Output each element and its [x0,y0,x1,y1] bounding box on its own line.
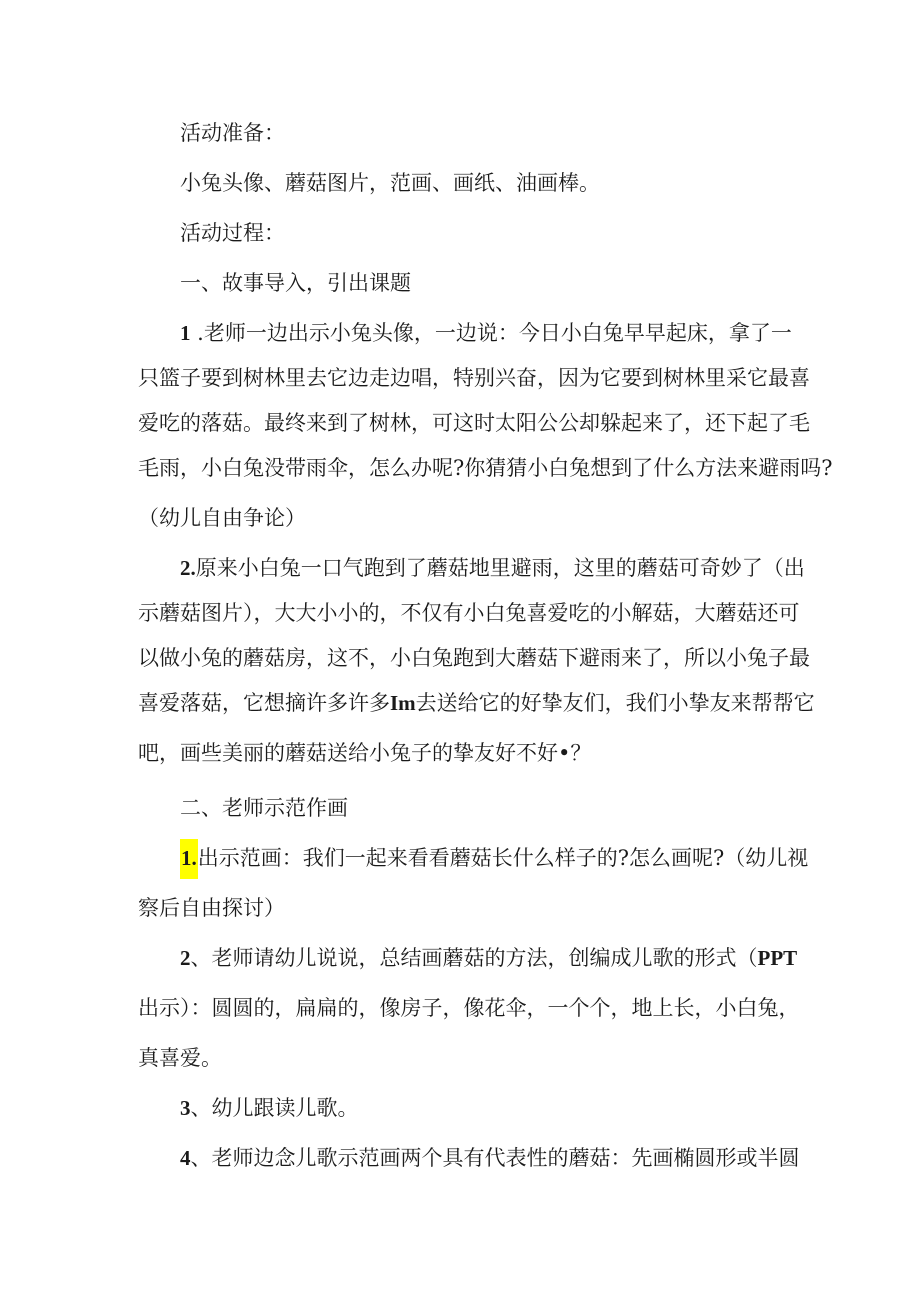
prep-items: 小兔头像、蘑菇图片，范画、画纸、油画棒。 [180,171,600,195]
section-2-item-2-text: 、老师请幼儿说说，总结画蘑菇的方法，创编成儿歌的形式（ [190,946,758,970]
paragraph-2-line-4-end: 去送给它的好挚友们，我们小挚友来帮帮它 [415,691,815,715]
paragraph-1-number: 1 [180,321,191,345]
prep-heading: 活动准备： [180,121,285,145]
paragraph-2-text: 原来小白兔一口气跑到了蘑菇地里避雨，这里的蘑菇可奇妙了（出 [195,556,805,580]
paragraph-2-line-5: 吧，画些美丽的蘑菇送给小兔子的挚友好不好•？ [138,741,592,765]
section-1-title: 一、故事导入，引出课题 [180,271,411,295]
paragraph-2-line-4-start: 喜爱落菇，它想摘许多许多 [138,691,390,715]
section-2-item-1-number-highlighted: 1. [180,839,198,879]
section-2-item-2-ppt: PPT [757,946,798,970]
section-2-title: 二、老师示范作画 [180,796,348,820]
section-2-item-3-text: 、幼儿跟读儿歌。 [190,1096,359,1120]
section-2-item-2-line-1 [180,943,797,973]
paragraph-1-line-2: 只篮子要到树林里去它边走边唱，特别兴奋，因为它要到树林里采它最喜 [138,366,810,390]
section-2-item-1-line-1 [180,843,808,873]
paragraph-2-line-4 [138,688,815,718]
section-2-item-2-line-3: 真喜爱。 [138,1046,222,1070]
section-2-item-1-text: 出示范画：我们一起来看看蘑菇长什么样子的?怎么画呢?（幼儿视 [197,846,809,870]
section-2-item-4-text: 、老师边念儿歌示范画两个具有代表性的蘑菇：先画椭圆形或半圆 [190,1146,800,1170]
section-2-item-2-line-2: 出示）：圆圆的，扁扁的，像房子，像花伞，一个个，地上长，小白兔， [138,996,800,1020]
paragraph-2-bold-fragment: Im [390,691,416,715]
paragraph-1-line-3: 爱吃的落菇。最终来到了树林，可这时太阳公公却躲起来了，还下起了毛 [138,411,810,435]
paragraph-1-line-5: （幼儿自由争论） [138,506,306,530]
paragraph-2-line-2: 示蘑菇图片），大大小小的，不仅有小白兔喜爱吃的小解菇，大蘑菇还可 [138,601,800,625]
paragraph-1-text: .老师一边出示小兔头像，一边说：今日小白兔早早起床，拿了一 [190,321,792,345]
section-2-item-1-line-2: 察后自由探讨） [138,896,285,920]
paragraph-1-line-4: 毛雨，小白兔没带雨伞，怎么办呢?你猜猜小白兔想到了什么方法来避雨吗? [138,456,833,480]
paragraph-1-line-1 [180,318,792,348]
section-2-item-4-number: 4 [180,1146,191,1170]
section-2-item-3-number: 3 [180,1096,191,1120]
paragraph-2-line-3: 以做小兔的蘑菇房，这不，小白兔跑到大蘑菇下避雨来了，所以小兔子最 [138,646,810,670]
paragraph-2-line-1 [180,553,805,583]
section-2-item-4 [180,1143,800,1173]
section-2-item-3 [180,1093,359,1123]
process-heading: 活动过程： [180,221,285,245]
section-2-item-2-number: 2 [180,946,191,970]
paragraph-2-number: 2. [180,556,196,580]
